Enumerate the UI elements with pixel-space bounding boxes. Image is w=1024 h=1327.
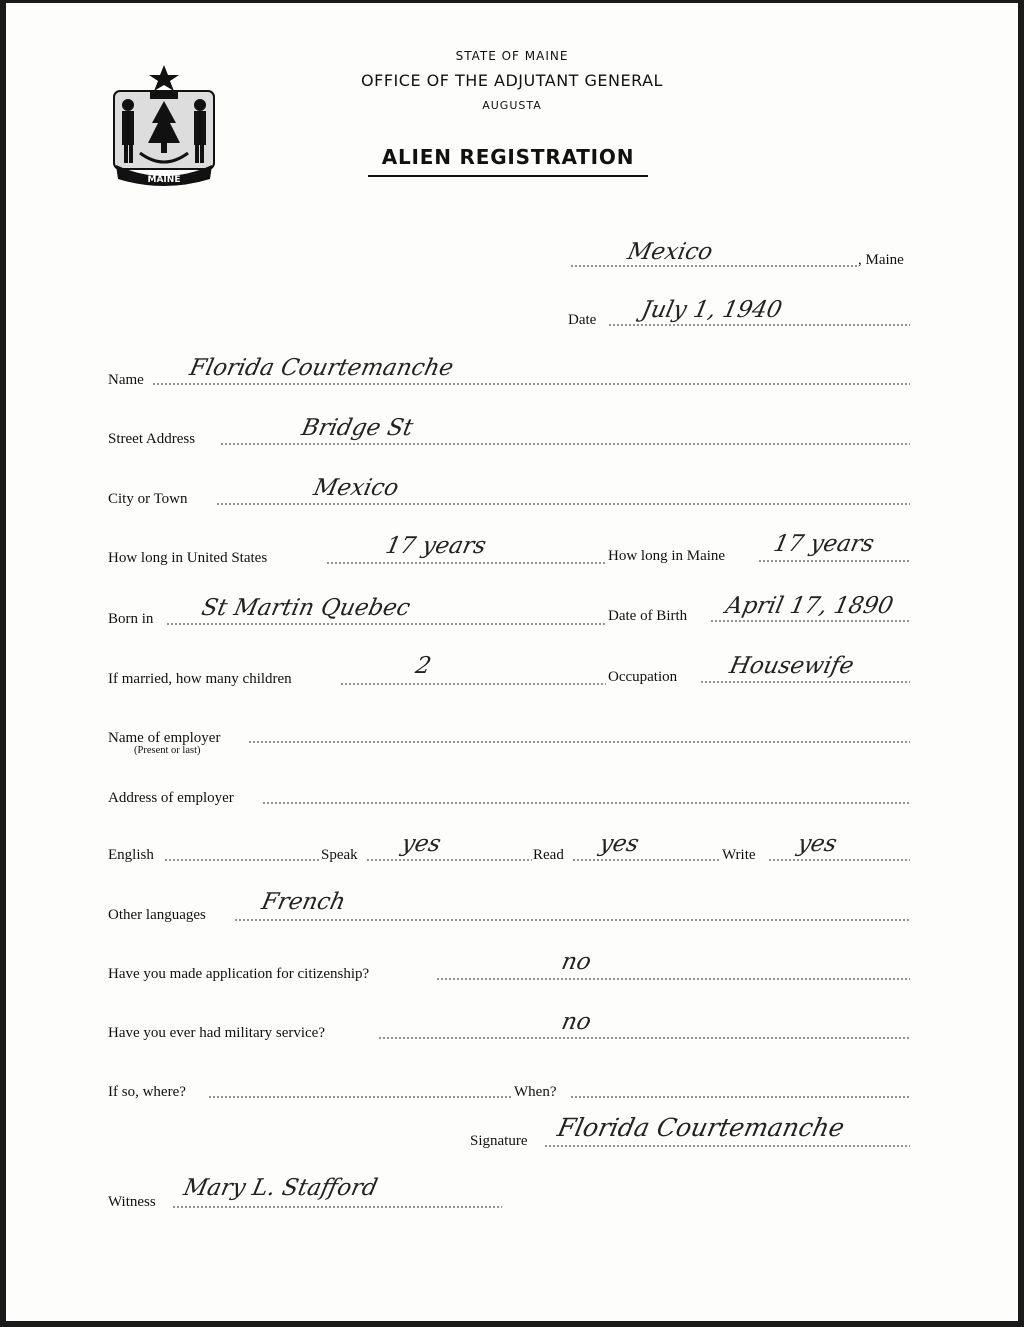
employer-line <box>248 741 910 743</box>
children-label: If married, how many children <box>108 671 292 687</box>
when-line <box>570 1096 910 1098</box>
occupation-line <box>700 681 910 683</box>
name-label: Name <box>108 372 144 388</box>
citizenship-value: no <box>559 949 594 975</box>
date-value: July 1, 1940 <box>639 297 785 323</box>
us-time-line <box>326 562 606 564</box>
me-time-line <box>758 560 910 562</box>
street-line <box>220 443 910 445</box>
header-state: STATE OF MAINE <box>455 49 569 63</box>
other-lang-value: French <box>259 889 348 915</box>
town-value: Mexico <box>625 239 715 265</box>
me-time-value: 17 years <box>771 531 877 557</box>
name-value: Florida Courtemanche <box>187 355 456 381</box>
write-label: Write <box>722 847 756 863</box>
dob-line <box>710 620 910 622</box>
header-city: AUGUSTA <box>482 99 542 112</box>
read-label: Read <box>533 847 564 863</box>
military-label: Have you ever had military service? <box>108 1025 325 1041</box>
svg-text:MAINE: MAINE <box>147 175 181 185</box>
city-label: City or Town <box>108 491 188 507</box>
children-value: 2 <box>413 653 434 679</box>
english-line <box>164 859 320 861</box>
speak-label: Speak <box>321 847 358 863</box>
other-lang-line <box>234 919 910 921</box>
born-value: St Martin Quebec <box>199 595 413 621</box>
signature-line <box>544 1145 910 1147</box>
speak-line <box>366 859 532 861</box>
header-office: OFFICE OF THE ADJUTANT GENERAL <box>361 71 663 90</box>
born-label: Born in <box>108 611 154 627</box>
town-suffix-label: , Maine <box>858 252 904 268</box>
citizenship-line <box>436 978 910 980</box>
town-line <box>570 265 858 267</box>
form-title: ALIEN REGISTRATION <box>368 145 648 177</box>
date-label: Date <box>568 312 597 328</box>
witness-value: Mary L. Stafford <box>181 1175 380 1201</box>
us-time-value: 17 years <box>383 533 489 559</box>
write-value: yes <box>795 831 840 857</box>
employer-addr-label: Address of employer <box>108 790 234 806</box>
where-label: If so, where? <box>108 1084 186 1100</box>
dob-label: Date of Birth <box>608 608 688 624</box>
occupation-label: Occupation <box>608 669 678 685</box>
me-time-label: How long in Maine <box>608 548 726 564</box>
city-line <box>216 503 910 505</box>
english-label: English <box>108 847 154 863</box>
military-value: no <box>559 1009 594 1035</box>
signature-value: Florida Courtemanche <box>555 1113 848 1142</box>
military-line <box>378 1037 910 1039</box>
witness-line <box>172 1206 502 1208</box>
when-label: When? <box>514 1084 557 1100</box>
read-value: yes <box>597 831 642 857</box>
other-lang-label: Other languages <box>108 907 206 923</box>
write-line <box>768 859 910 861</box>
speak-value: yes <box>399 831 444 857</box>
us-time-label: How long in United States <box>108 550 268 566</box>
witness-label: Witness <box>108 1194 156 1210</box>
read-line <box>572 859 720 861</box>
date-line <box>608 324 910 326</box>
registration-form-page <box>6 3 1018 1321</box>
children-line <box>340 683 606 685</box>
citizenship-label: Have you made application for citizenship? <box>108 966 370 982</box>
employer-addr-line <box>262 802 910 804</box>
street-label: Street Address <box>108 431 196 447</box>
employer-sub-label: (Present or last) <box>134 745 201 756</box>
occupation-value: Housewife <box>727 653 857 679</box>
dob-value: April 17, 1890 <box>723 593 896 619</box>
born-line <box>166 623 606 625</box>
city-value: Mexico <box>311 475 401 501</box>
street-value: Bridge St <box>299 415 416 441</box>
where-line <box>208 1096 512 1098</box>
signature-label: Signature <box>470 1133 528 1149</box>
name-line <box>152 383 910 385</box>
employer-label: Name of employer <box>108 730 221 746</box>
